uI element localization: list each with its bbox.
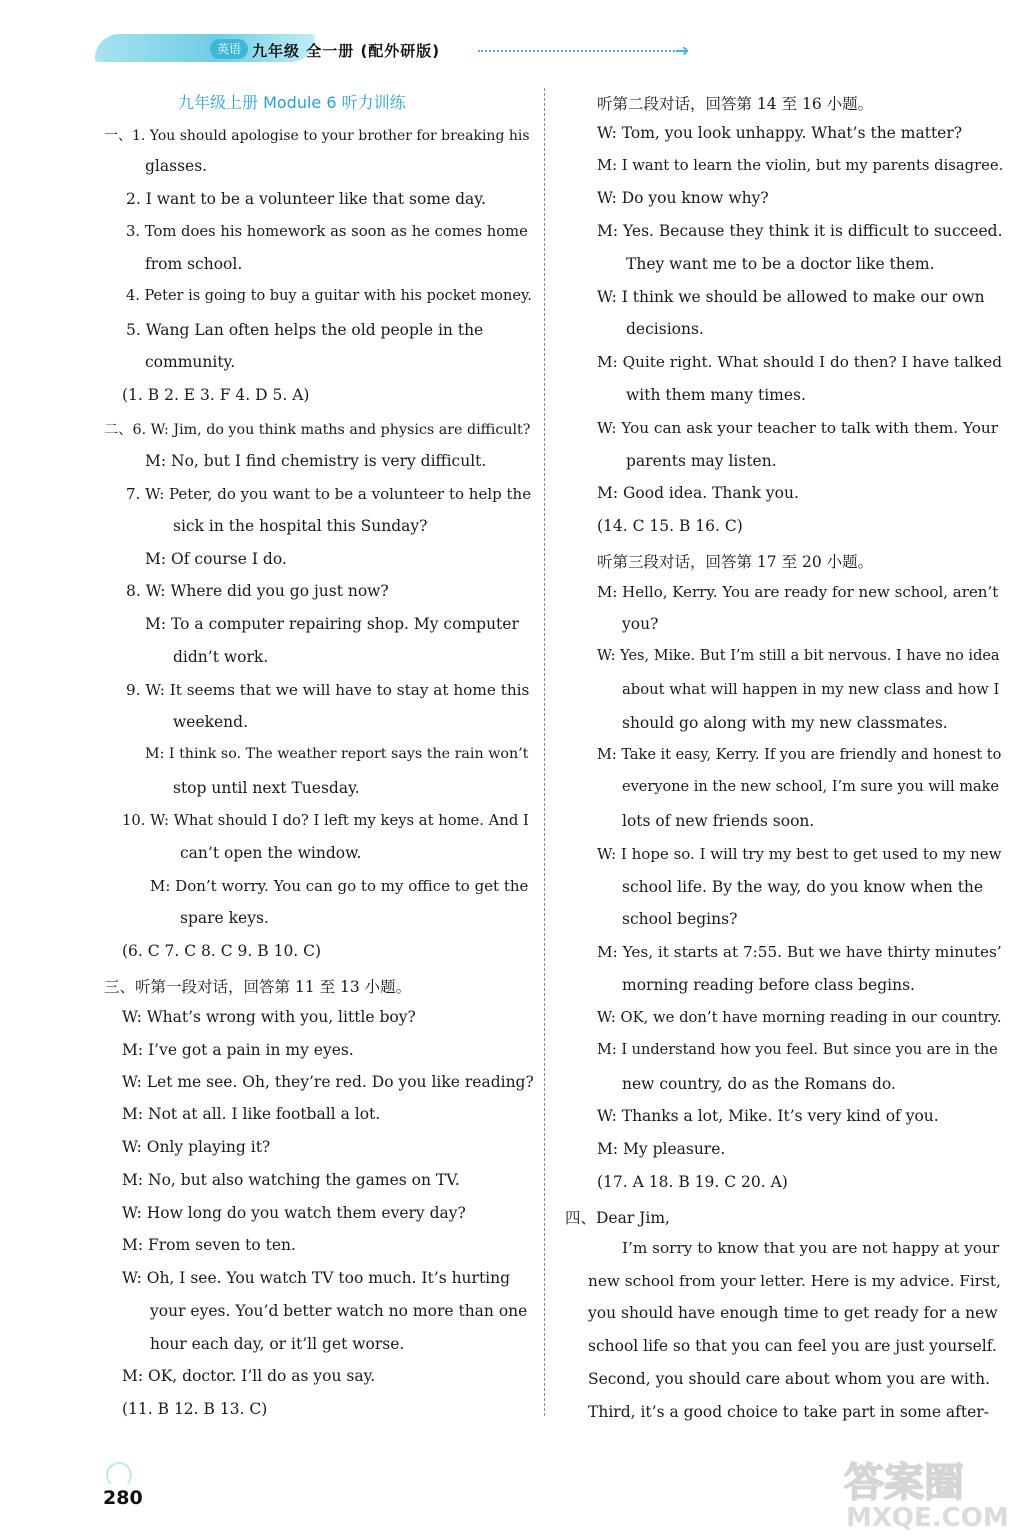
text-line: 5. Wang Lan often helps the old people in the xyxy=(126,321,484,339)
answer-key: (1. B 2. E 3. F 4. D 5. A) xyxy=(122,386,310,404)
text-line: new school from your letter. Here is my advice. First, xyxy=(588,1272,1001,1290)
watermark-logo xyxy=(838,1450,1013,1532)
text-line: 8. W: Where did you go just now? xyxy=(126,582,389,600)
text-line: weekend. xyxy=(173,713,249,731)
text-line: M: Don’t worry. You can go to my office to get the xyxy=(150,877,529,895)
text-line: about what will happen in my new class and how I xyxy=(622,681,1000,698)
text-line: M: Hello, Kerry. You are ready for new school, aren’t xyxy=(597,583,999,601)
text-line: didn’t work. xyxy=(173,648,269,666)
text-line: lots of new friends soon. xyxy=(622,812,815,830)
text-line: W: How long do you watch them every day? xyxy=(122,1204,466,1222)
text-line: W: Let me see. Oh, they’re red. Do you like reading? xyxy=(122,1073,534,1091)
text-line: you should have enough time to get ready for a new xyxy=(588,1304,998,1322)
text-line: M: Good idea. Thank you. xyxy=(597,484,799,502)
text-line: M: I want to learn the violin, but my parents disagree. xyxy=(597,157,1004,174)
answer-key: (14. C 15. B 16. C) xyxy=(597,517,743,535)
header-dotted-rule xyxy=(478,50,678,52)
text-line: stop until next Tuesday. xyxy=(173,779,360,797)
text-line: from school. xyxy=(145,255,243,273)
answer-key: (6. C 7. C 8. C 9. B 10. C) xyxy=(122,942,322,960)
text-line: M: No, but I find chemistry is very difficult. xyxy=(145,452,487,470)
text-line: W: You can ask your teacher to talk with them. Your xyxy=(597,419,998,437)
text-line: W: Tom, you look unhappy. What’s the matter? xyxy=(597,124,963,142)
text-line: I’m sorry to know that you are not happy at your xyxy=(622,1239,1000,1257)
text-line: M: I think so. The weather report says the rain won’t xyxy=(145,746,529,762)
text-line: M: OK, doctor. I’ll do as you say. xyxy=(122,1367,376,1385)
text-line: 三、听第一段对话，回答第 11 至 13 小题。 xyxy=(104,978,412,996)
text-line: school life so that you can feel you are just yourself. xyxy=(588,1337,997,1355)
answer-key: (11. B 12. B 13. C) xyxy=(122,1400,268,1418)
text-line: new country, do as the Romans do. xyxy=(622,1075,896,1093)
text-line: W: I hope so. I will try my best to get used to my new xyxy=(597,845,1002,863)
text-line: can’t open the window. xyxy=(180,844,362,862)
text-line: with them many times. xyxy=(626,386,806,404)
text-line: W: Only playing it? xyxy=(122,1138,271,1156)
text-line: M: Take it easy, Kerry. If you are friendly and honest to xyxy=(597,747,1002,763)
text-line: W: What’s wrong with you, little boy? xyxy=(122,1008,416,1026)
text-line: 二、6. W: Jim, do you think maths and physics are difficult? xyxy=(104,422,531,438)
column-divider xyxy=(544,88,545,1416)
text-line: M: I understand how you feel. But since you are in the xyxy=(597,1042,998,1058)
text-line: hour each day, or it’ll get worse. xyxy=(150,1335,405,1353)
text-line: sick in the hospital this Sunday? xyxy=(173,517,428,535)
text-line: community. xyxy=(145,353,236,371)
text-line: W: I think we should be allowed to make our own xyxy=(597,288,985,306)
text-line: everyone in the new school, I’m sure you will make xyxy=(622,779,999,795)
subject-badge: 英语 xyxy=(210,39,248,59)
text-line: M: Yes, it starts at 7:55. But we have thirty minutes’ xyxy=(597,943,1002,961)
page-number-decoration xyxy=(106,1462,132,1488)
text-line: school begins? xyxy=(622,910,738,928)
text-line: Third, it’s a good choice to take part in some after- xyxy=(588,1403,989,1421)
text-line: W: OK, we don’t have morning reading in our country. xyxy=(597,1009,1002,1026)
text-line: M: Quite right. What should I do then? I have talked xyxy=(597,353,1002,371)
text-line: your eyes. You’d better watch no more than one xyxy=(150,1302,528,1320)
text-line: 7. W: Peter, do you want to be a volunteer to help the xyxy=(126,485,532,503)
text-line: you? xyxy=(622,615,659,633)
text-line: decisions. xyxy=(626,320,704,338)
text-line: M: Of course I do. xyxy=(145,550,287,568)
text-line: W: Oh, I see. You watch TV too much. It’s hurting xyxy=(122,1269,511,1287)
text-line: M: No, but also watching the games on TV. xyxy=(122,1171,460,1189)
text-line: W: Thanks a lot, Mike. It’s very kind of you. xyxy=(597,1107,939,1125)
text-line: 10. W: What should I do? I left my keys at home. And I xyxy=(122,812,529,829)
page-header xyxy=(0,0,1027,70)
answer-key: (17. A 18. B 19. C 20. A) xyxy=(597,1173,788,1191)
text-line: should go along with my new classmates. xyxy=(622,714,948,732)
text-line: 四、Dear Jim, xyxy=(565,1209,670,1227)
text-line: school life. By the way, do you know when the xyxy=(622,878,984,896)
text-line: Second, you should care about whom you are with. xyxy=(588,1370,991,1388)
text-line: M: Not at all. I like football a lot. xyxy=(122,1105,381,1123)
header-title: 九年级 全一册 (配外研版) xyxy=(252,42,441,60)
text-line: W: Do you know why? xyxy=(597,189,769,207)
text-line: 4. Peter is going to buy a guitar with his pocket money. xyxy=(126,288,532,304)
text-line: M: My pleasure. xyxy=(597,1140,726,1158)
text-line: 9. W: It seems that we will have to stay at home this xyxy=(126,681,530,699)
watermark-top-text: 答案圈 xyxy=(844,1460,964,1506)
text-line: 听第二段对话，回答第 14 至 16 小题。 xyxy=(597,95,874,113)
text-line: 一、1. You should apologise to your brother for breaking his xyxy=(104,128,530,144)
text-line: M: I’ve got a pain in my eyes. xyxy=(122,1041,354,1059)
arrow-right-icon: ➜ xyxy=(676,41,690,60)
watermark-bottom-text: MXQE.COM xyxy=(846,1503,1009,1532)
text-line: 听第三段对话，回答第 17 至 20 小题。 xyxy=(597,553,874,571)
text-line: M: From seven to ten. xyxy=(122,1236,296,1254)
text-line: They want me to be a doctor like them. xyxy=(626,255,935,273)
text-line: morning reading before class begins. xyxy=(622,976,915,994)
text-line: parents may listen. xyxy=(626,452,777,470)
section-title: 九年级上册 Module 6 听力训练 xyxy=(178,93,406,112)
text-line: 3. Tom does his homework as soon as he comes home xyxy=(126,223,528,240)
text-line: 2. I want to be a volunteer like that some day. xyxy=(126,190,486,208)
text-line: glasses. xyxy=(145,157,208,175)
text-line: M: To a computer repairing shop. My computer xyxy=(145,615,519,633)
page-number: 280 xyxy=(103,1487,143,1509)
text-line: W: Yes, Mike. But I’m still a bit nervous. I have no idea xyxy=(597,648,1000,664)
text-line: M: Yes. Because they think it is difficult to succeed. xyxy=(597,222,1003,240)
text-line: spare keys. xyxy=(180,909,269,927)
